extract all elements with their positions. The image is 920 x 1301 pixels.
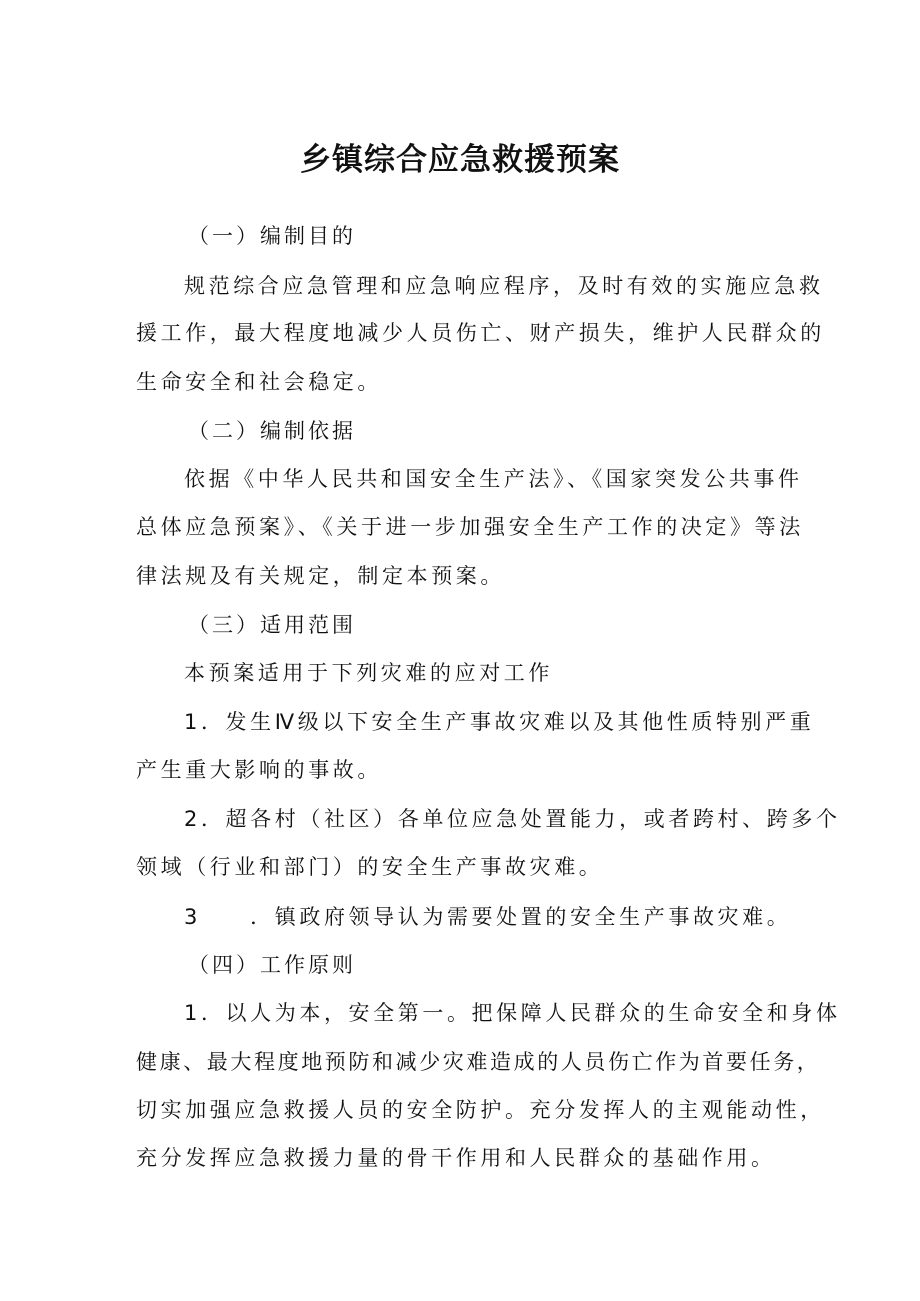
list-item-line: 1．发生Ⅳ级以下安全生产事故灾难以及其他性质特别严重 (184, 710, 815, 734)
list-item-line: 产生重大影响的事故。 (136, 758, 382, 782)
list-item-line: 3 ．镇政府领导认为需要处置的安全生产事故灾难。 (184, 905, 792, 929)
paragraph-line: 生命安全和社会稳定。 (136, 370, 382, 394)
list-item-line: 领域（行业和部门）的安全生产事故灾难。 (136, 855, 604, 879)
paragraph-line: 切实加强应急救援人员的安全防护。充分发挥人的主观能动性， (136, 1098, 825, 1122)
paragraph-line: 总体应急预案》、《关于进一步加强安全生产工作的决定》等法 (136, 515, 804, 539)
list-item-line: 1．以人为本，安全第一。把保障人民群众的生命安全和身体 (184, 1001, 841, 1025)
section-heading-principles: （四）工作原则 (188, 953, 356, 977)
section-heading-basis: （二）编制依据 (188, 419, 356, 443)
paragraph-line: 律法规及有关规定，制定本预案。 (136, 564, 505, 588)
paragraph-line: 充分发挥应急救援力量的骨干作用和人民群众的基础作用。 (136, 1146, 776, 1170)
paragraph-line: 依据《中华人民共和国安全生产法》、《国家突发公共事件 (184, 467, 803, 491)
document-title: 乡镇综合应急救援预案 (300, 142, 620, 178)
section-heading-purpose: （一）编制目的 (188, 224, 356, 248)
section-heading-scope: （三）适用范围 (188, 613, 356, 637)
list-item-line: 2．超各村（社区）各单位应急处置能力，或者跨村、跨多个 (184, 807, 841, 831)
paragraph-line: 援工作，最大程度地减少人员伤亡、财产损失，维护人民群众的 (136, 321, 825, 345)
paragraph-line: 本预案适用于下列灾难的应对工作 (184, 661, 553, 685)
paragraph-line: 规范综合应急管理和应急响应程序，及时有效的实施应急救 (184, 274, 824, 298)
paragraph-line: 健康、最大程度地预防和减少灾难造成的人员伤亡作为首要任务， (136, 1050, 821, 1074)
